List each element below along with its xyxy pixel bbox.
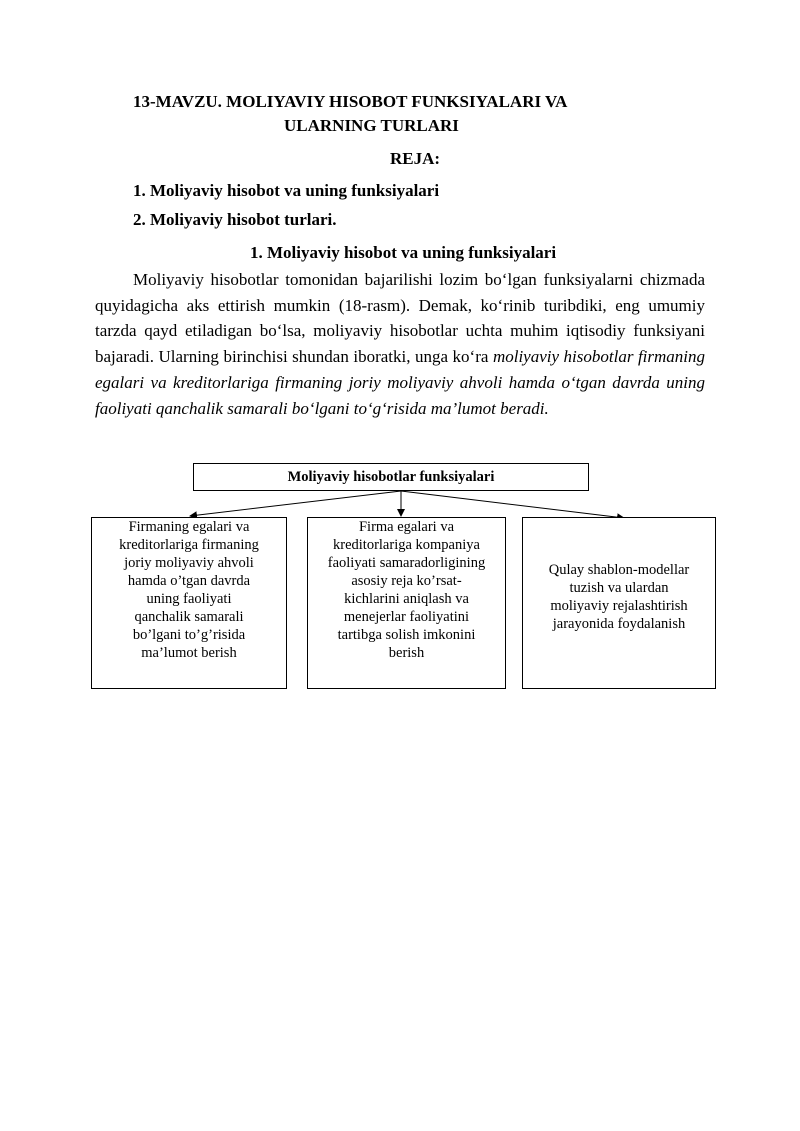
plan-item-1: 1. Moliyaviy hisobot va uning funksiyalari [133,181,440,200]
box2-line: menejerlar faoliyatini [343,609,470,625]
diagram-child-box-3 [522,517,716,689]
box2-line: kreditorlariga kompaniya [333,537,480,553]
box1-line: uning faoliyati [146,591,232,607]
box2-line: faoliyati samaradorligining [327,555,486,571]
box2-line: kichlarini aniqlash va [344,591,469,607]
plan-heading: REJA: [390,149,441,168]
diagram-root-box [193,463,589,491]
paragraph-italic-text: moliyaviy hisobotlar firmaning egalari va kreditorlariga firmaning joriy moliyaviy ahvoli hamda o‘tgan davrda uning faoliyati qanchalik samarali bo‘lgani to‘g‘risida ma’lumot beradi. [95,347,706,418]
plan-item-2: 2. Moliyaviy hisobot turlari. [133,210,337,229]
diagram-child-box-1 [91,517,287,689]
box1-line: ma’lumot berish [141,645,237,661]
box1-line: Firmaning egalari va [128,519,250,535]
box2-line: berish [388,645,425,661]
box1-line: hamda o’tgan davrda [127,573,251,589]
page-title-line-2: ULARNING TURLARI [284,116,459,135]
box3-line: Qulay shablon-modellar [548,562,690,578]
paragraph-plain-text: Moliyaviy hisobotlar tomonidan bajarilishi lozim bo‘lgan funksiyalarni chizmada quyidagicha aks ettirish mumkin (18-rasm). Demak, ko‘rinib turibdiki, eng umumiy tarzda qayd etiladigan bo‘lsa, moliyaviy hisobotlar uchta muhim iqtisodiy funksiyani bajaradi. Ularning birinchisi shundan iboratki, unga ko‘ra [95,270,705,367]
box1-line: qanchalik samarali [134,609,244,625]
box1-line: joriy moliyaviy ahvoli [124,555,254,571]
section-heading: 1. Moliyaviy hisobot va uning funksiyalari [250,243,557,262]
box1-line: bo’lgani to’g’risida [132,627,246,643]
body-paragraph [95,267,705,421]
box3-line: jarayonida foydalanish [552,616,686,632]
page-title-line-1: 13-MAVZU. MOLIYAVIY HISOBOT FUNKSIYALARI VA [133,92,568,111]
box1-line: kreditorlariga firmaning [119,537,259,553]
box3-line: moliyaviy rejalashtirish [550,598,688,614]
connector-arrow-right [401,491,624,518]
diagram-child-box-2 [307,517,506,689]
box3-line: tuzish va ulardan [569,580,669,596]
box2-line: asosiy reja ko’rsat- [351,573,462,589]
diagram-root-label: Moliyaviy hisobotlar funksiyalari [287,469,495,485]
box2-line: tartibga solish imkonini [337,627,476,643]
box2-line: Firma egalari va [358,519,454,535]
connector-arrow-left [190,491,401,516]
